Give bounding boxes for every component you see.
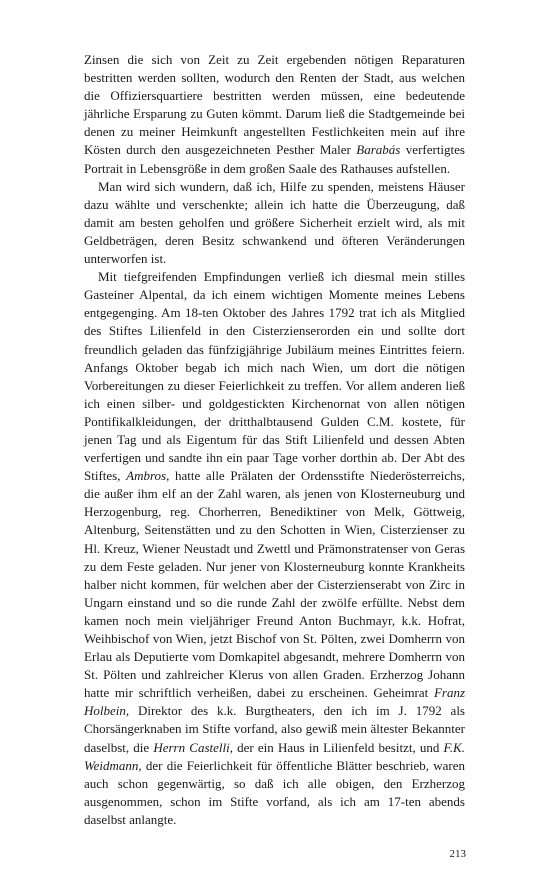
text-run: Man wird sich wundern, daß ich, Hilfe zu spenden, meistens Häuser dazu wählte und verschenkte; allein ich hatte die Überzeugung, daß damit am besten geholfen und größere Sicherheit erzielt wird, als mit Geldbeträgen, deren Besitz schwankend und öfteren Veränderungen unterworfen ist. [84, 178, 465, 267]
text-run: der die Feierlichkeit für öffentliche Blätter beschrieb, waren auch schon gegenwärtig, so daß ich alle obigen, den Erzherzog ausgenommen, schon im Stifte vorfand, als ich am 17-ten abends daselbst anlangte. [84, 757, 465, 827]
text-run: Direktor des k.k. Burgtheaters, den ich im J. 1792 als Chorsängerknaben im Stifte vorfand, also gewiß mein ältester Bekannter daselbst, die [84, 703, 465, 755]
text-run: verfertigtes Portrait in Lebensgröße in dem großen Saale des Rathauses aufstellen. [84, 142, 465, 176]
italic-name: Franz Holbein, [84, 685, 465, 719]
page-number: 213 [449, 848, 466, 860]
italic-name: Ambros, [126, 468, 170, 484]
text-run: der ein Haus in Lilienfeld besitzt, und [232, 739, 444, 755]
italic-name: F.K. Weidmann, [84, 739, 465, 773]
text-run: Zinsen die sich von Zeit zu Zeit ergebenden nötigen Reparaturen bestritten werden sollten, wodurch den Renten der Stadt, aus welchen die Offiziersquartiere bestritten werden müssen, eine bedeutende jährliche Ersparung zu Guten kömmt. Darum ließ die Stadtgemeinde bei denen zu meiner Heimkunft angestellten Festlichkeiten mein auf ihre Kösten durch den ausgezeichneten Pesther Maler [84, 52, 465, 158]
paragraph [84, 178, 465, 268]
text-run: Mit tiefgreifenden Empfindungen verließ ich diesmal mein stilles Gasteiner Alpental, da ich einem wichtigen Momente meines Lebens entgegenging. Am 18-ten Oktober des Jahres 1792 trat ich als Mitglied des Stiftes Lilienfeld in den Cisterzienserorden ein und sollte dort freundlich geladen das fünfzigjährige Jubiläum meines Eintrittes feiern. Anfangs Oktober begab ich mich nach Wien, um dort die nötigen Vorbereitungen zu dieser Feierlichkeit zu treffen. Vor allem anderen ließ ich einen silber- und goldgestickten Kirchenornat von allen nötigen Pontifikalkleidungen, der dritthalbtausend Gulden C.M. kostete, für jenen Tag und als Eigentum für das Stift Lilienfeld und dessen Abten verfertigen und sandte ihn ein paar Tage vorher dorthin ab. Der Abt des Stiftes, [84, 269, 465, 484]
paragraph [84, 268, 465, 829]
paragraph [84, 51, 465, 178]
italic-name: Herrn Castelli, [153, 739, 233, 755]
italic-name: Barabás [356, 142, 401, 158]
body-text [84, 51, 465, 829]
text-run: hatte alle Prälaten der Ordensstifte Niederösterreichs, die außer ihm elf an der Zahl waren, als jenen von Klosterneuburg und Herzogenburg, reg. Chorherren, Benediktiner von Melk, Göttweig, Altenburg, Seitenstätten und zu den Schotten in Wien, Cisterzienser zu Hl. Kreuz, Wiener Neustadt und Zwettl und Prämonstratenser von Geras zu dem Feste geladen. Nur jener von Klosterneuburg konnte Krankheits halber nicht kommen, für welchen aber der Cisterzienserabt von Zirc in Ungarn einstand und so die runde Zahl der zwölfe erfüllte. Nebst dem kamen noch mein vieljähriger Freund Anton Buchmayr, k.k. Hofrat, Weihbischof von Wien, jetzt Bischof von St. Pölten, zwei Domherrn von Erlau als Deputierte vom Domkapitel abgesandt, mehrere Domherrn von St. Pölten und zahlreicher Klerus von allen Graden. Erzherzog Johann hatte mir schriftlich verheißen, dabei zu erscheinen. Geheimrat [84, 468, 465, 701]
